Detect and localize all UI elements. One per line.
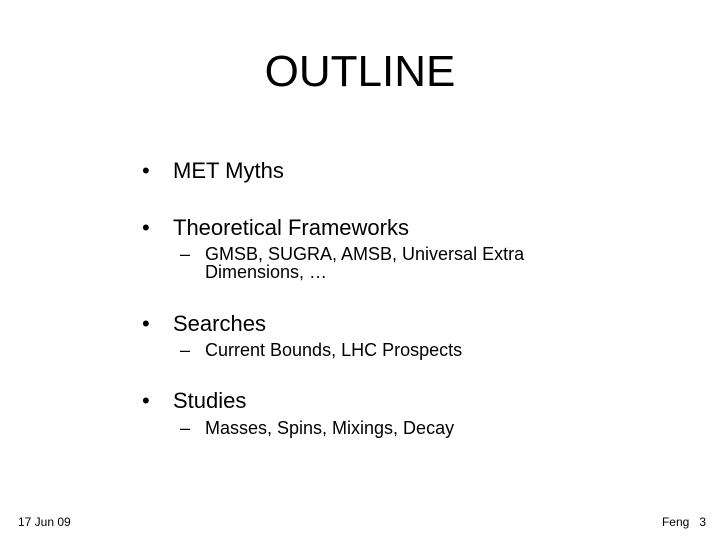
bullet-item-studies bbox=[142, 388, 246, 414]
bullet-text: Searches bbox=[173, 311, 266, 336]
sub-marker: – bbox=[180, 418, 191, 438]
slide-title: OUTLINE bbox=[264, 47, 456, 96]
bullet-text: MET Myths bbox=[173, 158, 284, 183]
bullet-marker: • bbox=[142, 388, 150, 413]
bullet-item-searches bbox=[142, 311, 266, 337]
sub-item-text: Current Bounds, LHC Prospects bbox=[205, 340, 463, 360]
sub-marker: – bbox=[180, 244, 191, 264]
bullet-item-met-myths bbox=[142, 158, 284, 184]
bullet-marker: • bbox=[142, 311, 150, 336]
bullet-marker: • bbox=[142, 215, 150, 240]
page-number: 3 bbox=[699, 515, 706, 529]
bullet-marker: • bbox=[142, 158, 150, 183]
footer-author: Feng bbox=[661, 515, 690, 529]
footer-right bbox=[662, 515, 706, 529]
bullet-text: Theoretical Frameworks bbox=[173, 215, 409, 240]
bullet-item-theoretical-frameworks bbox=[142, 215, 409, 241]
sub-item-theories bbox=[180, 245, 575, 281]
footer-date: 17 Jun 09 bbox=[18, 515, 71, 529]
sub-item-bounds bbox=[180, 341, 575, 359]
sub-marker: – bbox=[180, 340, 191, 360]
sub-item-text: GMSB, SUGRA, AMSB, Universal Extra Dimensions, … bbox=[205, 244, 525, 282]
sub-item-studies bbox=[180, 419, 575, 437]
bullet-text: Studies bbox=[173, 388, 247, 413]
sub-item-text: Masses, Spins, Mixings, Decay bbox=[205, 418, 455, 438]
